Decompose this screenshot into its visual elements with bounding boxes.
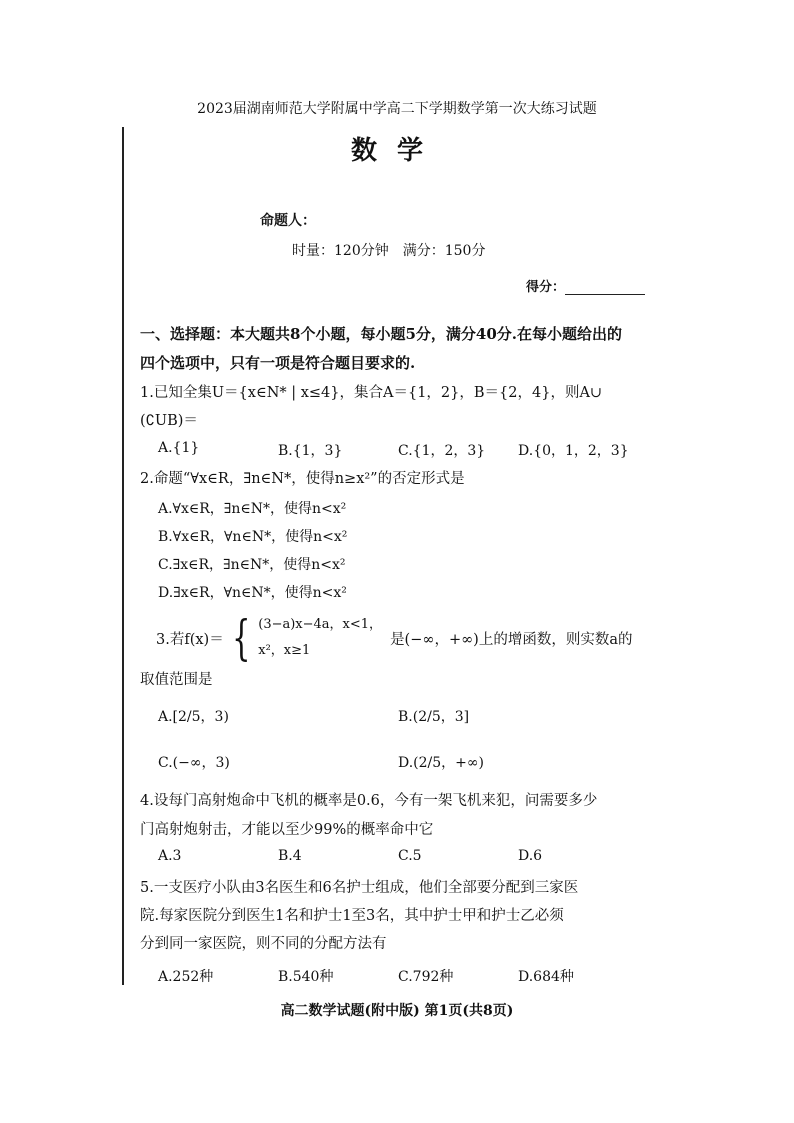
- q1-option-c: C.{1，2，3}: [398, 443, 486, 459]
- q2-stem: 2.命题“∀x∈R，∃n∈N*，使得n≥x²”的否定形式是: [140, 471, 465, 487]
- q3-stem: [156, 612, 632, 664]
- score-label: 得分：: [526, 280, 566, 295]
- q5-option-d: D.684种: [518, 969, 574, 985]
- time-info: 时量：120分钟 满分：150分: [292, 243, 486, 259]
- q5-line3: 分到同一家医院，则不同的分配方法有: [140, 936, 387, 952]
- q3-prefix: 3.若f(x)＝: [156, 631, 224, 648]
- q5-line2: 院.每家医院分到医生1名和护士1至3名，其中护士甲和护士乙必须: [140, 908, 564, 924]
- q3-suffix: 是(−∞，+∞)上的增函数，则实数a的: [390, 631, 633, 648]
- q4-option-b: B.4: [278, 848, 302, 864]
- q5-option-b: B.540种: [278, 969, 334, 985]
- brace-icon: {: [231, 610, 251, 666]
- score-field: [526, 276, 645, 295]
- q3-options-row2: [158, 752, 638, 772]
- q3-option-a: A.[2/5，3): [158, 709, 229, 725]
- q4-line2: 门高射炮射击，才能以至少99%的概率命中它: [140, 822, 434, 838]
- page-title: 数学: [350, 136, 443, 166]
- q3-case1: (3−a)x−4a，x<1，: [258, 617, 383, 632]
- q2-option-d: D.∃x∈R，∀n∈N*，使得n<x²: [158, 585, 347, 601]
- q5-line1: 5.一支医疗小队由3名医生和6名护士组成，他们全部要分配到三家医: [140, 880, 579, 896]
- q2-option-b: B.∀x∈R，∀n∈N*，使得n<x²: [158, 529, 348, 545]
- q4-option-d: D.6: [518, 848, 543, 864]
- q4-options: [158, 848, 638, 864]
- q3-piecewise: [258, 612, 382, 664]
- section1-line1: 一、选择题：本大题共8个小题，每小题5分，满分40分.在每小题给出的: [140, 325, 622, 343]
- q2-option-c: C.∃x∈R，∃n∈N*，使得n<x²: [158, 557, 346, 573]
- q1-option-b: B.{1，3}: [278, 443, 343, 459]
- q1-option-a: A.{1}: [158, 440, 200, 456]
- q3-option-c: C.(−∞，3): [158, 755, 230, 771]
- q3-line2: 取值范围是: [140, 672, 213, 688]
- q4-line1: 4.设每门高射炮命中飞机的概率是0.6，今有一架飞机来犯，问需要多少: [140, 793, 598, 809]
- q1-line1: 1.已知全集U＝{x∈N* | x≤4}，集合A＝{1，2}，B＝{2，4}，则A∪: [140, 385, 603, 401]
- page-footer: 高二数学试题(附中版) 第1页(共8页): [280, 1003, 514, 1019]
- q3-option-b: B.(2/5，3]: [398, 709, 470, 725]
- q5-options: [158, 966, 638, 986]
- score-blank: [565, 280, 645, 295]
- q1-options: [158, 440, 638, 460]
- binding-margin-line: [122, 127, 124, 985]
- q4-option-a: A.3: [158, 848, 182, 864]
- q5-option-a: A.252种: [158, 969, 214, 985]
- q3-option-d: D.(2/5，+∞): [398, 755, 485, 771]
- exam-header: 2023届湖南师范大学附属中学高二下学期数学第一次大练习试题: [197, 101, 597, 117]
- q1-line2: (∁UB)＝: [140, 413, 198, 429]
- q3-options-row1: [158, 706, 638, 726]
- q1-option-d: D.{0，1，2，3}: [518, 443, 629, 459]
- section1-line2: 四个选项中，只有一项是符合题目要求的.: [140, 354, 416, 372]
- q4-option-c: C.5: [398, 848, 422, 864]
- q5-option-c: C.792种: [398, 969, 454, 985]
- q2-option-a: A.∀x∈R，∃n∈N*，使得n<x²: [158, 501, 347, 517]
- q3-case2: x²，x≥1: [258, 643, 311, 658]
- author-label: 命题人：: [260, 213, 316, 229]
